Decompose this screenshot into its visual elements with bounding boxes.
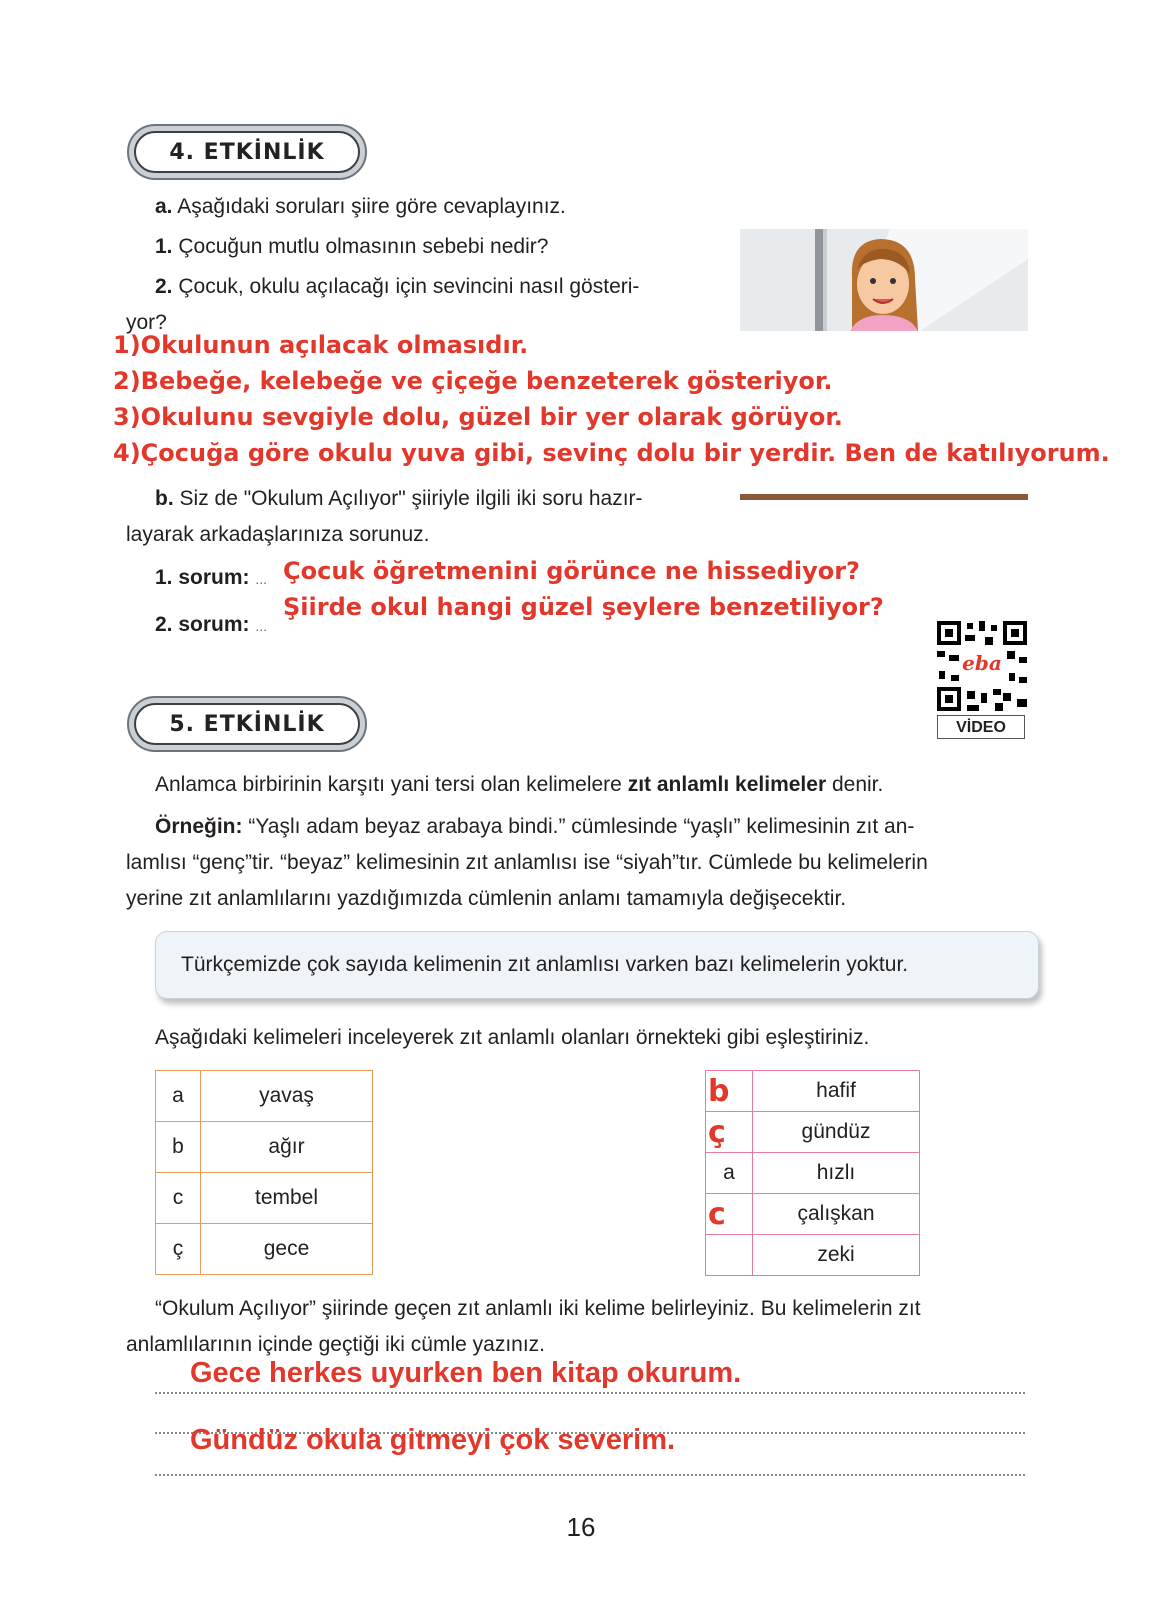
answer-sentence-1: Gece herkes uyurken ben kitap okurum. <box>190 1357 742 1389</box>
qr-code[interactable] <box>937 621 1027 711</box>
writing-line-3[interactable] <box>155 1474 1025 1476</box>
sorum-2-answer: Şiirde okul hangi güzel şeylere benzetiliyor? <box>283 593 884 621</box>
activity-5-badge <box>127 696 367 752</box>
example-line-3: yerine zıt anlamlılarını yazdığımızda cümlenin anlamı tamamıyla değişecektir. <box>126 887 847 910</box>
right-word-table <box>705 1070 920 1276</box>
word-cell: tembel <box>201 1173 373 1224</box>
answer-cell[interactable]: ç <box>706 1112 753 1153</box>
question-b: b. Siz de "Okulum Açılıyor" şiiriyle ilgili iki soru hazır- <box>155 487 643 510</box>
answer-cell[interactable] <box>706 1235 753 1276</box>
left-word-table <box>155 1070 373 1275</box>
letter-cell: a <box>156 1071 201 1122</box>
activity-4-badge-label: 4. ETKİNLİK <box>134 131 360 173</box>
question-2: 2. Çocuk, okulu açılacağı için sevincini nasıl gösteri- <box>155 275 640 298</box>
table-row <box>706 1235 920 1276</box>
letter-cell: c <box>156 1173 201 1224</box>
word-cell: gece <box>201 1224 373 1275</box>
matching-instruction: Aşağıdaki kelimeleri inceleyerek zıt anlamlı olanları örnekteki gibi eşleştiriniz. <box>155 1026 870 1049</box>
answer-cell[interactable]: b <box>706 1071 753 1112</box>
writing-line-1[interactable] <box>155 1392 1025 1394</box>
word-cell: ağır <box>201 1122 373 1173</box>
table-row <box>706 1071 920 1112</box>
answer-sentence-2: Gündüz okula gitmeyi çok severim. <box>190 1424 676 1456</box>
answer-cell[interactable]: c <box>706 1194 753 1235</box>
letter-cell: ç <box>156 1224 201 1275</box>
word-cell: hızlı <box>753 1153 920 1194</box>
sorum-2: 2. sorum: ... <box>155 613 268 636</box>
word-cell: zeki <box>753 1235 920 1276</box>
task-line-2: anlamlılarının içinde geçtiği iki cümle yazınız. <box>126 1333 546 1356</box>
table-row <box>706 1112 920 1153</box>
video-label[interactable]: VİDEO <box>937 715 1025 739</box>
answer-1: 1)Okulunun açılacak olmasıdır. <box>113 331 529 359</box>
illustration-bottom-edge <box>740 494 1028 500</box>
example-line-2: lamlısı “genç”tir. “beyaz” kelimesinin zıt anlamlısı ise “siyah”tır. Cümlede bu kelimelerin <box>126 851 928 874</box>
word-cell: çalışkan <box>753 1194 920 1235</box>
word-cell: gündüz <box>753 1112 920 1153</box>
activity-5-badge-label: 5. ETKİNLİK <box>134 703 360 745</box>
question-b-continuation: layarak arkadaşlarınıza sorunuz. <box>126 523 430 546</box>
table-row <box>706 1194 920 1235</box>
answer-3: 3)Okulunu sevgiyle dolu, güzel bir yer olarak görüyor. <box>113 403 843 431</box>
sorum-1: 1. sorum: ... <box>155 566 268 589</box>
question-a: a. Aşağıdaki soruları şiire göre cevaplayınız. <box>155 195 566 218</box>
word-cell: hafif <box>753 1071 920 1112</box>
table-row <box>156 1122 373 1173</box>
table-row <box>706 1153 920 1194</box>
table-row <box>156 1173 373 1224</box>
table-row <box>156 1071 373 1122</box>
page-number: 16 <box>566 1512 596 1542</box>
example-line-1: Örneğin: “Yaşlı adam beyaz arabaya bindi.” cümlesinde “yaşlı” kelimesinin zıt an- <box>155 815 915 838</box>
sorum-1-answer: Çocuk öğretmenini görünce ne hissediyor? <box>283 557 860 585</box>
eba-logo: eba <box>962 651 1002 675</box>
letter-cell: b <box>156 1122 201 1173</box>
answer-cell[interactable]: a <box>706 1153 753 1194</box>
girl-illustration <box>740 229 1028 331</box>
answer-4: 4)Çocuğa göre okulu yuva gibi, sevinç dolu bir yerdir. Ben de katılıyorum. <box>113 439 1110 467</box>
info-note-text: Türkçemizde çok sayıda kelimenin zıt anlamlısı varken bazı kelimelerin yoktur. <box>181 953 909 976</box>
question-1: 1. Çocuğun mutlu olmasının sebebi nedir? <box>155 235 549 258</box>
info-note <box>155 931 1039 999</box>
answer-2: 2)Bebeğe, kelebeğe ve çiçeğe benzeterek gösteriyor. <box>113 367 833 395</box>
question-2-continuation: yor? <box>126 311 167 334</box>
activity-4-badge <box>127 124 367 180</box>
task-line-1: “Okulum Açılıyor” şiirinde geçen zıt anlamlı iki kelime belirleyiniz. Bu kelimelerin zıt <box>155 1297 921 1320</box>
table-row <box>156 1224 373 1275</box>
definition: Anlamca birbirinin karşıtı yani tersi olan kelimelere zıt anlamlı kelimeler denir. <box>155 773 884 796</box>
word-cell: yavaş <box>201 1071 373 1122</box>
